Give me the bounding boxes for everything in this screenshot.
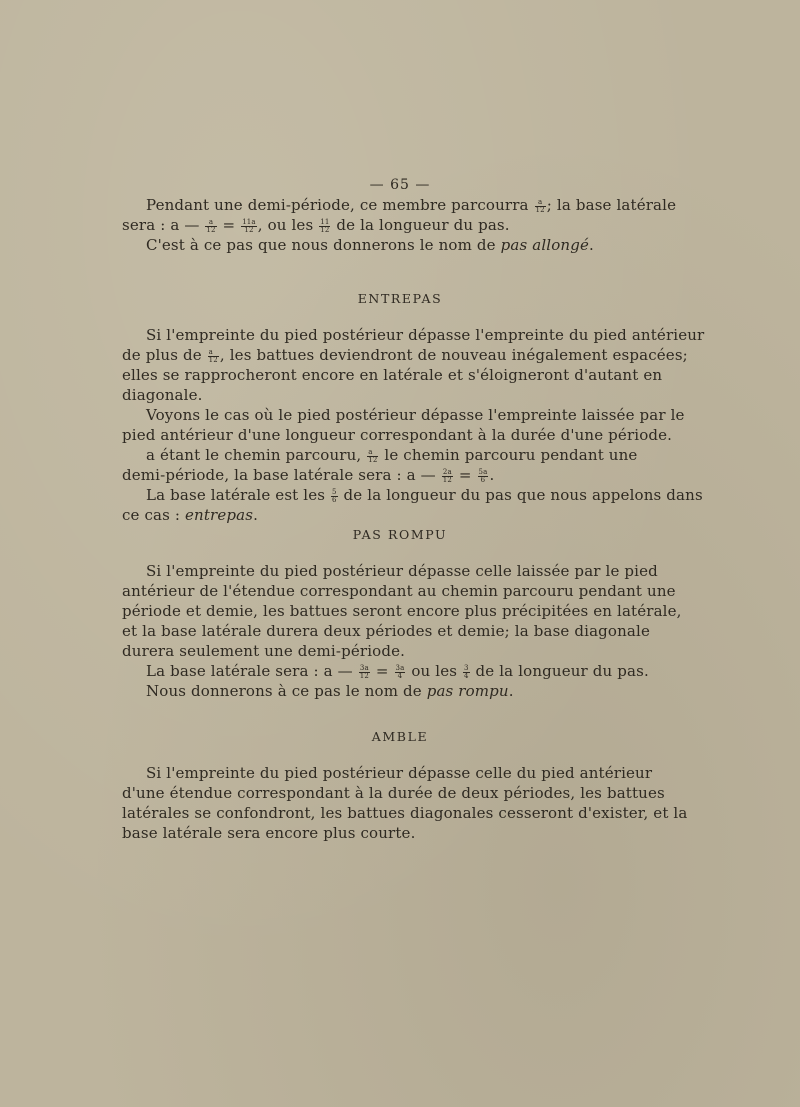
text-line: a étant le chemin parcouru, $\frac{a}{12}$ le chemin parcouru pendant une bbox=[146, 446, 638, 464]
text-line: Si l'empreinte du pied postérieur dépasse l'empreinte du pied antérieur bbox=[146, 326, 705, 344]
text-line: Si l'empreinte du pied postérieur dépasse celle du pied antérieur bbox=[146, 764, 653, 782]
page-number: — 65 — bbox=[369, 177, 431, 193]
text-line: diagonale. bbox=[122, 386, 203, 404]
section-heading-amble: AMBLE bbox=[371, 729, 429, 744]
text-line: La base latérale est les $\frac{5}{6}$ de la longueur du pas que nous appelons dans bbox=[146, 486, 703, 504]
fraction: $\frac{a}{12}$ bbox=[206, 217, 216, 234]
section-heading-entrepas: ENTREPAS bbox=[357, 291, 443, 306]
text-line: de plus de $\frac{a}{12}$ , les battues deviendront de nouveau inégalement espacées; bbox=[122, 346, 688, 364]
fraction: $\frac{11}{12}$ bbox=[320, 217, 330, 234]
section-heading-pas-rompu: PAS ROMPU bbox=[352, 527, 448, 542]
fraction: $\frac{2a}{12}$ bbox=[442, 467, 452, 484]
fraction: $\frac{3}{4}$ bbox=[464, 663, 469, 680]
italic-term: entrepas bbox=[185, 506, 254, 524]
text-line: et la base latérale durera deux périodes et demie; la base diagonale bbox=[122, 622, 650, 640]
text-line: Nous donnerons à ce pas le nom de pas rompu. bbox=[146, 682, 514, 700]
text-line: durera seulement une demi-période. bbox=[122, 642, 406, 660]
text-line: demi-période, la base latérale sera : a — $\frac{2a}{12}$ = $\frac{5a}{6}$ . bbox=[122, 466, 495, 484]
fraction: $\frac{3a}{4}$ bbox=[395, 663, 405, 680]
fraction: $\frac{a}{12}$ bbox=[368, 447, 378, 464]
text-line: antérieur de l'étendue correspondant au chemin parcouru pendant une bbox=[122, 582, 676, 600]
fraction: $\frac{5}{6}$ bbox=[332, 487, 337, 504]
text-line: La base latérale sera : a — $\frac{3a}{12}$ = $\frac{3a}{4}$ ou les $\frac{3}{4}$ de la longueur du pas. bbox=[146, 662, 649, 680]
text-line: ce cas : entrepas. bbox=[122, 506, 259, 524]
fraction: $\frac{11a}{12}$ bbox=[242, 217, 256, 234]
text-line: d'une étendue correspondant à la durée de deux périodes, les battues bbox=[122, 784, 665, 802]
text-line: Voyons le cas où le pied postérieur dépasse l'empreinte laissée par le bbox=[146, 406, 685, 424]
text-line: C'est à ce pas que nous donnerons le nom de pas allongé. bbox=[146, 236, 594, 254]
italic-term: pas allongé bbox=[500, 236, 589, 254]
fraction: $\frac{a}{12}$ bbox=[535, 197, 545, 214]
text-line: elles se rapprocheront encore en latérale et s'éloigneront d'autant en bbox=[122, 366, 663, 384]
text-line: sera : a — $\frac{a}{12}$ = $\frac{11a}{12}$ , ou les $\frac{11}{12}$ de la longueur du pas. bbox=[122, 216, 510, 234]
text-line: base latérale sera encore plus courte. bbox=[122, 824, 416, 842]
fraction: $\frac{5a}{6}$ bbox=[478, 467, 488, 484]
text-line: pied antérieur d'une longueur correspondant à la durée d'une période. bbox=[122, 426, 673, 444]
text-line: Si l'empreinte du pied postérieur dépasse celle laissée par le pied bbox=[146, 562, 658, 580]
fraction: $\frac{a}{12}$ bbox=[208, 347, 218, 364]
text-line: Pendant une demi-période, ce membre parcourra $\frac{a}{12}$ ; la base latérale bbox=[146, 196, 677, 214]
text-line: période et demie, les battues seront encore plus précipitées en latérale, bbox=[122, 602, 682, 620]
italic-term: pas rompu bbox=[426, 682, 509, 700]
fraction: $\frac{3a}{12}$ bbox=[359, 663, 369, 680]
text-line: latérales se confondront, les battues diagonales cesseront d'exister, et la bbox=[122, 804, 688, 822]
